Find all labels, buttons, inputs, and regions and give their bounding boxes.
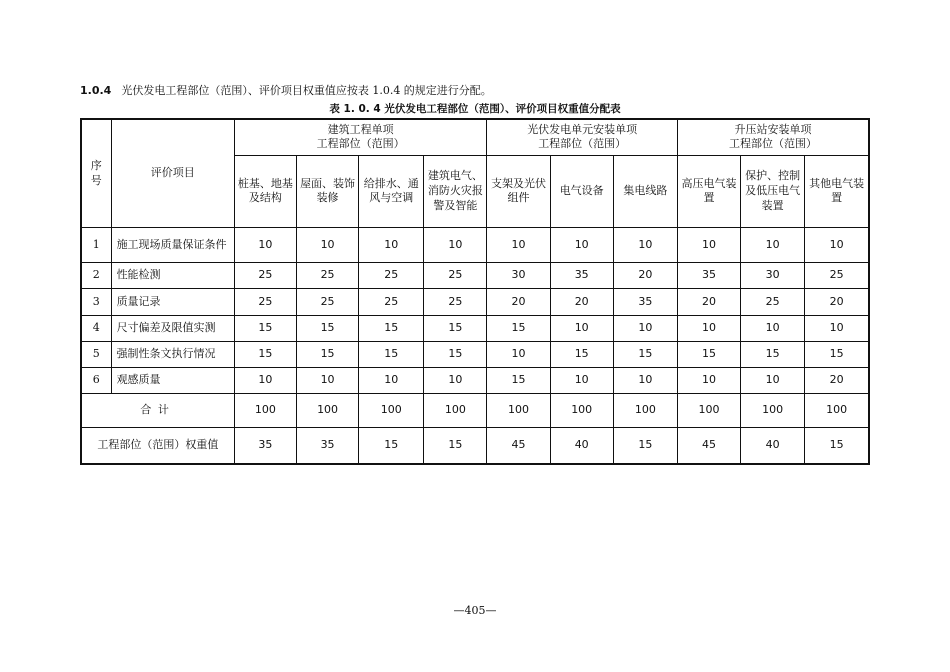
total-value: 100 — [487, 394, 550, 428]
column-header: 桩基、地基及结构 — [234, 155, 296, 227]
clause-number: 1.0.4 — [80, 84, 112, 97]
row-item: 尺寸偏差及限值实测 — [111, 315, 234, 341]
cell-value: 30 — [487, 263, 550, 289]
cell-value: 10 — [424, 367, 487, 393]
weight-value: 35 — [297, 428, 359, 464]
weight-row — [81, 428, 869, 464]
cell-value: 20 — [550, 289, 613, 315]
total-value: 100 — [297, 394, 359, 428]
cell-value: 15 — [424, 315, 487, 341]
cell-value: 10 — [613, 228, 677, 263]
cell-value: 10 — [550, 315, 613, 341]
cell-value: 15 — [234, 315, 296, 341]
cell-value: 10 — [741, 315, 805, 341]
cell-value: 25 — [234, 263, 296, 289]
cell-value: 10 — [234, 228, 296, 263]
total-value: 100 — [741, 394, 805, 428]
cell-value: 10 — [677, 367, 740, 393]
clause-paragraph — [80, 82, 492, 98]
group-header-pv-unit — [487, 119, 677, 155]
cell-value: 35 — [613, 289, 677, 315]
cell-value: 20 — [805, 289, 869, 315]
row-number: 2 — [81, 263, 111, 289]
total-row — [81, 394, 869, 428]
cell-value: 20 — [805, 367, 869, 393]
cell-value: 30 — [741, 263, 805, 289]
cell-value: 10 — [677, 315, 740, 341]
column-header: 其他电气装置 — [805, 155, 869, 227]
cell-value: 35 — [550, 263, 613, 289]
cell-value: 15 — [359, 341, 424, 367]
cell-value: 20 — [487, 289, 550, 315]
cell-value: 10 — [741, 228, 805, 263]
column-header: 保护、控制及低压电气装置 — [741, 155, 805, 227]
weight-value: 40 — [550, 428, 613, 464]
total-value: 100 — [677, 394, 740, 428]
column-header: 建筑电气、消防火灾报警及智能 — [424, 155, 487, 227]
row-number: 3 — [81, 289, 111, 315]
cell-value: 10 — [805, 228, 869, 263]
cell-value: 25 — [234, 289, 296, 315]
column-header: 高压电气装置 — [677, 155, 740, 227]
cell-value: 10 — [613, 367, 677, 393]
page-number: —405— — [453, 604, 497, 617]
weight-value: 15 — [613, 428, 677, 464]
cell-value: 15 — [487, 367, 550, 393]
cell-value: 25 — [297, 263, 359, 289]
column-header: 集电线路 — [613, 155, 677, 227]
group-subtitle: 工程部位（范围） — [316, 137, 405, 151]
table-row — [81, 315, 869, 341]
group-subtitle: 工程部位（范围） — [538, 137, 627, 151]
cell-value: 15 — [677, 341, 740, 367]
row-item: 强制性条文执行情况 — [111, 341, 234, 367]
group-header-substation — [677, 119, 869, 155]
cell-value: 10 — [741, 367, 805, 393]
group-subtitle: 工程部位（范围） — [728, 137, 817, 151]
cell-value: 15 — [550, 341, 613, 367]
cell-value: 15 — [234, 341, 296, 367]
cell-value: 10 — [359, 367, 424, 393]
table-caption: 表 1. 0. 4 光伏发电工程部位（范围）、评价项目权重值分配表 — [329, 103, 621, 115]
weight-label: 工程部位（范围）权重值 — [81, 428, 234, 464]
group-title: 建筑工程单项 — [327, 122, 394, 136]
column-header: 支架及光伏组件 — [487, 155, 550, 227]
row-number: 4 — [81, 315, 111, 341]
cell-value: 10 — [359, 228, 424, 263]
weight-distribution-table — [80, 118, 870, 465]
table-row — [81, 228, 869, 263]
cell-value: 15 — [487, 315, 550, 341]
cell-value: 15 — [359, 315, 424, 341]
table-row — [81, 367, 869, 393]
cell-value: 20 — [613, 263, 677, 289]
row-number: 5 — [81, 341, 111, 367]
total-value: 100 — [805, 394, 869, 428]
total-label: 合计 — [81, 394, 234, 428]
clause-text: 光伏发电工程部位（范围）、评价项目权重值应按表 1.0.4 的规定进行分配。 — [121, 84, 492, 97]
group-title: 光伏发电单元安装单项 — [527, 122, 638, 136]
weight-value: 15 — [359, 428, 424, 464]
cell-value: 20 — [677, 289, 740, 315]
cell-value: 15 — [805, 341, 869, 367]
cell-value: 10 — [234, 367, 296, 393]
row-item: 质量记录 — [111, 289, 234, 315]
row-item: 施工现场质量保证条件 — [111, 228, 234, 263]
weight-value: 45 — [677, 428, 740, 464]
cell-value: 35 — [677, 263, 740, 289]
weight-value: 35 — [234, 428, 296, 464]
column-header: 给排水、通风与空调 — [359, 155, 424, 227]
total-value: 100 — [359, 394, 424, 428]
cell-value: 15 — [424, 341, 487, 367]
cell-value: 10 — [550, 367, 613, 393]
group-title: 升压站安装单项 — [734, 122, 812, 136]
cell-value: 25 — [424, 263, 487, 289]
group-header-building — [234, 119, 487, 155]
cell-value: 25 — [359, 289, 424, 315]
table-row — [81, 263, 869, 289]
cell-value: 10 — [805, 315, 869, 341]
cell-value: 25 — [297, 289, 359, 315]
row-item: 性能检测 — [111, 263, 234, 289]
row-number: 6 — [81, 367, 111, 393]
seq-header: 序号 — [81, 119, 111, 228]
weight-value: 40 — [741, 428, 805, 464]
cell-value: 10 — [677, 228, 740, 263]
cell-value: 15 — [297, 315, 359, 341]
weight-value: 45 — [487, 428, 550, 464]
total-value: 100 — [613, 394, 677, 428]
weight-value: 15 — [424, 428, 487, 464]
cell-value: 15 — [297, 341, 359, 367]
column-header: 屋面、装饰装修 — [297, 155, 359, 227]
cell-value: 10 — [487, 341, 550, 367]
cell-value: 10 — [297, 367, 359, 393]
cell-value: 10 — [487, 228, 550, 263]
cell-value: 25 — [805, 263, 869, 289]
row-item: 观感质量 — [111, 367, 234, 393]
table-row — [81, 289, 869, 315]
cell-value: 10 — [424, 228, 487, 263]
header-row-groups — [81, 119, 869, 155]
table-row — [81, 341, 869, 367]
total-value: 100 — [234, 394, 296, 428]
weight-value: 15 — [805, 428, 869, 464]
cell-value: 15 — [613, 341, 677, 367]
total-value: 100 — [424, 394, 487, 428]
cell-value: 10 — [613, 315, 677, 341]
cell-value: 25 — [424, 289, 487, 315]
cell-value: 10 — [297, 228, 359, 263]
row-number: 1 — [81, 228, 111, 263]
total-value: 100 — [550, 394, 613, 428]
cell-value: 25 — [359, 263, 424, 289]
cell-value: 10 — [550, 228, 613, 263]
cell-value: 15 — [741, 341, 805, 367]
item-header: 评价项目 — [111, 119, 234, 228]
cell-value: 25 — [741, 289, 805, 315]
column-header: 电气设备 — [550, 155, 613, 227]
